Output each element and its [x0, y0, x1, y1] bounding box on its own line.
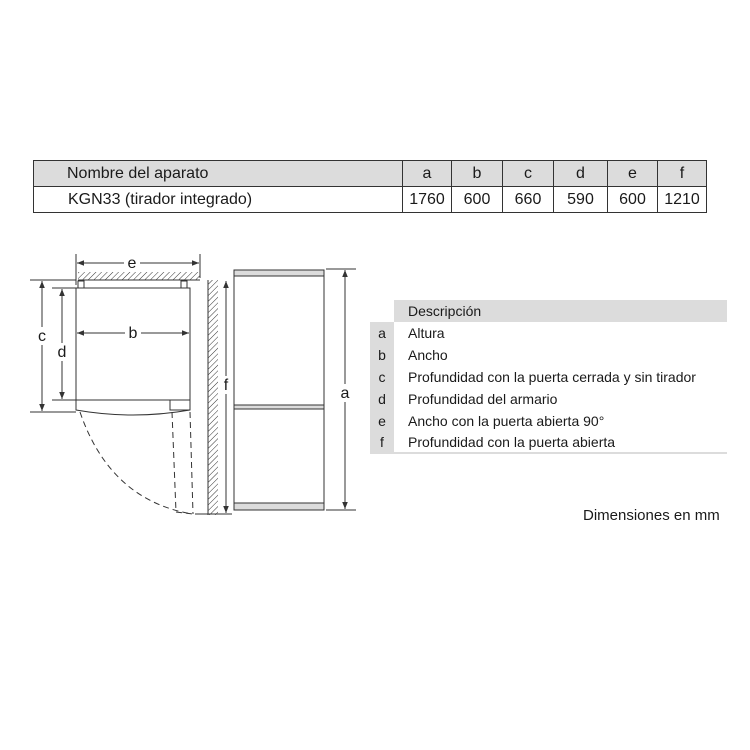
value-f: 1210	[658, 187, 707, 213]
wall-right-hatch	[208, 280, 218, 515]
value-c: 660	[503, 187, 554, 213]
legend-text-b: Ancho	[408, 347, 448, 363]
door-inner	[170, 400, 190, 410]
legend-key-f: f	[380, 434, 384, 450]
cabinet-top-view	[76, 288, 190, 400]
header-col-d: d	[554, 161, 608, 187]
legend-text-c: Profundidad con la puerta cerrada y sin tirador	[408, 369, 696, 385]
spacer-right	[181, 281, 187, 288]
door-closed	[76, 400, 190, 415]
header-name: Nombre del aparato	[34, 161, 403, 187]
front-view	[234, 270, 324, 510]
fridge-divider	[234, 405, 324, 409]
header-col-c: c	[503, 161, 554, 187]
legend-key-c: c	[378, 369, 386, 385]
label-c: c	[38, 328, 46, 345]
legend-key-a: a	[378, 325, 386, 341]
legend-header	[370, 300, 727, 322]
wall-top-hatch	[78, 272, 200, 280]
legend	[370, 300, 727, 454]
legend-title: Descripción	[394, 300, 727, 322]
label-b: b	[128, 325, 138, 342]
header-col-e: e	[608, 161, 658, 187]
value-d: 590	[554, 187, 608, 213]
legend-key-e: e	[378, 413, 386, 429]
label-a: a	[340, 385, 350, 402]
header-col-b: b	[452, 161, 503, 187]
legend-text-d: Profundidad del armario	[408, 391, 558, 407]
legend-key-d: d	[378, 391, 386, 407]
legend-text-f: Profundidad con la puerta abierta	[408, 434, 616, 450]
legend-bottom-rule	[370, 452, 727, 454]
value-a: 1760	[403, 187, 452, 213]
fridge-base-strip	[234, 503, 324, 510]
header-col-a: a	[403, 161, 452, 187]
label-d: d	[57, 344, 67, 361]
units-note: Dimensiones en mm	[583, 507, 720, 524]
door-open-edge-1	[172, 412, 176, 512]
row-name: KGN33 (tirador integrado)	[34, 187, 403, 213]
value-b: 600	[452, 187, 503, 213]
label-e: e	[127, 255, 137, 272]
spacer-left	[78, 281, 84, 288]
fridge-top-strip	[234, 270, 324, 276]
fridge-body	[234, 270, 324, 510]
door-swing-arc	[80, 412, 192, 514]
top-view	[76, 272, 218, 515]
legend-text-a: Altura	[408, 325, 445, 341]
door-open-edge-2	[190, 412, 193, 514]
header-col-f: f	[658, 161, 707, 187]
legend-texts	[394, 322, 727, 452]
legend-key-b: b	[378, 347, 386, 363]
value-e: 600	[608, 187, 658, 213]
legend-text-e: Ancho con la puerta abierta 90°	[408, 413, 605, 429]
legend-keys	[370, 322, 394, 452]
label-f: f	[223, 377, 229, 394]
